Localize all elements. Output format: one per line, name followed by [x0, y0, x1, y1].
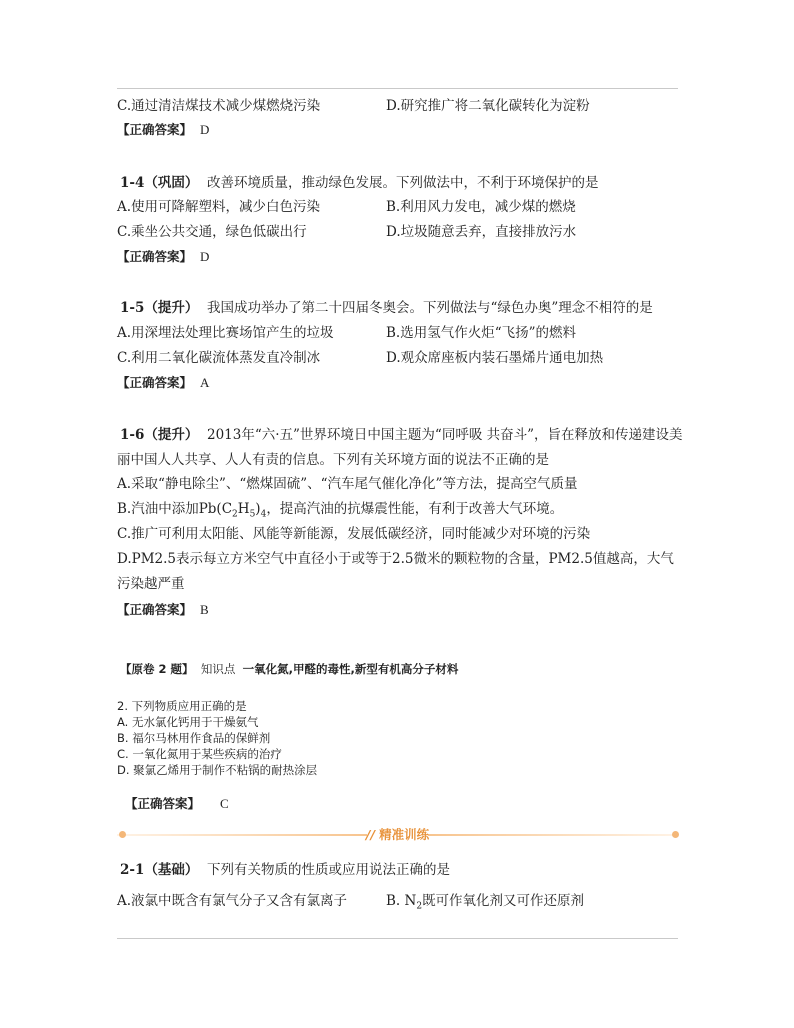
section-banner	[117, 826, 678, 844]
q1-6-stem-line2: 丽中国人人共享、人人有责的信息。下列有关环境方面的说法不正确的是	[117, 452, 549, 468]
answer-value: C	[220, 796, 229, 811]
q2-1-option-a: A.液氯中既含有氯气分子又含有氯离子	[117, 893, 348, 909]
q1-6-option-d-line2: 污染越严重	[117, 576, 185, 592]
q1-4-stem	[120, 174, 598, 192]
q2-1-option-b	[386, 892, 584, 916]
original-q2-option-d: D. 聚氯乙烯用于制作不粘锅的耐热涂层	[117, 763, 318, 777]
formula-subscript: 2	[416, 901, 423, 912]
q1-5-option-d: D.观众席座板内装石墨烯片通电加热	[386, 350, 604, 366]
answer-value: A	[200, 375, 210, 390]
q1-4-option-d: D.垃圾随意丢弃，直接排放污水	[386, 224, 577, 240]
formula-part: )	[255, 501, 261, 517]
q1-5-answer	[117, 374, 209, 392]
knowledge-point-label: 知识点	[200, 662, 236, 676]
answer-label: 【正确答案】	[117, 602, 193, 617]
original-q2-header	[120, 661, 458, 677]
option-text: ，提高汽油的抗爆震性能，有利于改善大气环境。	[266, 501, 564, 517]
q1-6-option-b	[117, 500, 563, 524]
answer-label: 【正确答案】	[125, 796, 201, 811]
q1-6-answer	[117, 601, 209, 619]
bottom-rule	[117, 938, 678, 939]
original-tag: 【原卷 2 题】	[120, 662, 194, 676]
answer-label: 【正确答案】	[117, 375, 193, 390]
q1-6-option-d-line1: D.PM2.5表示每立方米空气中直径小于或等于2.5微米的颗粒物的含量，PM2.5值越高，大气	[117, 551, 674, 567]
question-number: 1-4（巩固）	[120, 175, 199, 191]
knowledge-point-value: 一氧化氮,甲醛的毒性,新型有机高分子材料	[242, 662, 459, 676]
formula-subscript: 4	[260, 509, 267, 520]
formula-part: H	[237, 501, 250, 517]
question-text: 我国成功举办了第二十四届冬奥会。下列做法与“绿色办奥”理念不相符的是	[206, 300, 653, 316]
q1-4-option-c: C.乘坐公共交通，绿色低碳出行	[117, 224, 307, 240]
q1-3-option-c: C.通过清洁煤技术减少煤燃烧污染	[117, 98, 321, 114]
q1-3-option-d: D.研究推广将二氧化碳转化为淀粉	[386, 98, 590, 114]
q1-6-option-c: C.推广可利用太阳能、风能等新能源，发展低碳经济，同时能减少对环境的污染	[117, 526, 591, 542]
q1-6-stem-line1	[120, 426, 683, 444]
banner-title-text: 精准训练	[379, 827, 430, 842]
original-q2-option-b: B. 福尔马林用作食品的保鲜剂	[117, 731, 271, 745]
q1-5-stem	[120, 299, 653, 317]
original-q2-answer	[125, 795, 229, 813]
q1-5-option-a: A.用深埋法处理比赛场馆产生的垃圾	[117, 325, 334, 341]
question-number: 1-6（提升）	[120, 427, 199, 443]
answer-label: 【正确答案】	[117, 122, 193, 137]
formula-part: B.汽油中添加Pb(C	[117, 501, 233, 517]
option-text: 既可作氧化剂又可作还原剂	[422, 893, 585, 909]
answer-label: 【正确答案】	[117, 249, 193, 264]
q1-5-option-c: C.利用二氧化碳流体蒸发直冷制冰	[117, 350, 321, 366]
q1-5-option-b: B.选用氢气作火炬“飞扬”的燃料	[386, 325, 577, 341]
q1-4-answer	[117, 248, 209, 266]
question-text: 下列有关物质的性质或应用说法正确的是	[206, 862, 450, 878]
formula-part: B. N	[386, 893, 417, 909]
answer-value: B	[200, 602, 209, 617]
question-number: 1-5（提升）	[120, 300, 199, 316]
q1-4-option-a: A.使用可降解塑料，减少白色污染	[117, 199, 321, 215]
original-q2-option-c: C. 一氧化氮用于某些疾病的治疗	[117, 747, 282, 761]
q1-4-option-b: B.利用风力发电，减少煤的燃烧	[386, 199, 576, 215]
original-q2-option-a: A. 无水氯化钙用于干燥氨气	[117, 715, 259, 729]
formula-subscript: 2	[232, 509, 238, 520]
banner-title	[117, 826, 678, 844]
question-number: 2-1（基础）	[120, 862, 199, 878]
q2-1-stem	[120, 861, 450, 879]
original-q2-stem: 2. 下列物质应用正确的是	[117, 699, 247, 713]
formula-subscript: 5	[249, 509, 256, 520]
answer-value: D	[200, 122, 210, 137]
question-text: 2013年“六·五”世界环境日中国主题为“同呼吸 共奋斗”，旨在释放和传递建设美	[206, 427, 683, 443]
answer-value: D	[200, 249, 210, 264]
q1-3-answer	[117, 121, 209, 139]
double-slash-icon: //	[365, 827, 376, 842]
question-text: 改善环境质量，推动绿色发展。下列做法中，不利于环境保护的是	[206, 175, 599, 191]
q1-6-option-a: A.采取“静电除尘”、“燃煤固硫”、“汽车尾气催化净化”等方法，提高空气质量	[117, 476, 578, 492]
top-rule	[117, 88, 678, 89]
